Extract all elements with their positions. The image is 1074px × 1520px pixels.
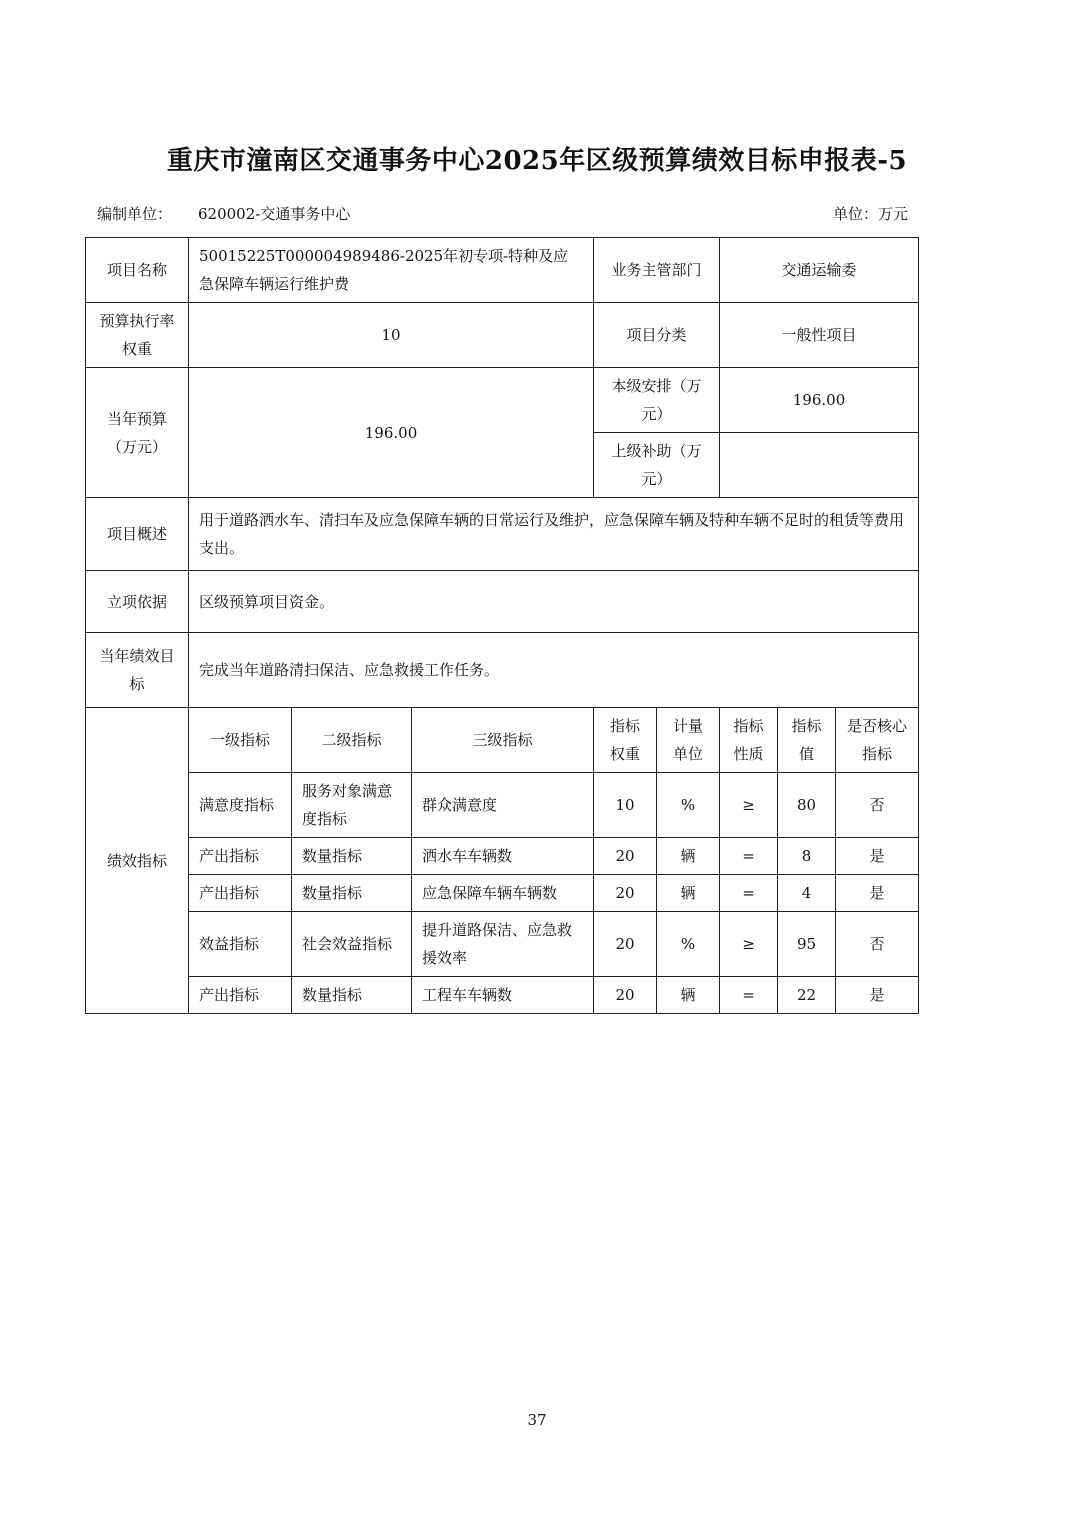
- indicator-l2: 服务对象满意度指标: [292, 773, 412, 838]
- indicator-nature: =: [720, 838, 778, 875]
- weight-label: 预算执行率权重: [86, 303, 189, 368]
- table-row: [86, 838, 919, 875]
- project-name-value: 50015225T000004989486-2025年初专项-特种及应急保障车辆运行维护费: [189, 238, 594, 303]
- indicator-unit: %: [657, 912, 720, 977]
- table-row: [86, 977, 919, 1014]
- header-unit: 计量单位: [657, 708, 720, 773]
- table-row: [86, 912, 919, 977]
- indicator-l3: 工程车车辆数: [412, 977, 594, 1014]
- indicator-value: 95: [778, 912, 836, 977]
- table-row: [86, 875, 919, 912]
- indicator-core: 是: [836, 838, 919, 875]
- header-l1: 一级指标: [189, 708, 292, 773]
- header-l2: 二级指标: [292, 708, 412, 773]
- indicator-nature: =: [720, 977, 778, 1014]
- goal-value: 完成当年道路清扫保洁、应急救援工作任务。: [189, 633, 919, 708]
- overview-label: 项目概述: [86, 498, 189, 571]
- dept-label: 业务主管部门: [594, 238, 720, 303]
- overview-value: 用于道路洒水车、清扫车及应急保障车辆的日常运行及维护，应急保障车辆及特种车辆不足时的租赁等费用支出。: [189, 498, 919, 571]
- indicator-core: 否: [836, 773, 919, 838]
- header-nature: 指标性质: [720, 708, 778, 773]
- indicator-unit: 辆: [657, 838, 720, 875]
- indicator-l3: 洒水车车辆数: [412, 838, 594, 875]
- category-value: 一般性项目: [720, 303, 919, 368]
- unit-value: 620002-交通事务中心: [198, 205, 351, 223]
- indicator-l1: 满意度指标: [189, 773, 292, 838]
- weight-value: 10: [189, 303, 594, 368]
- indicator-l2: 数量指标: [292, 875, 412, 912]
- indicator-weight: 20: [594, 912, 657, 977]
- indicator-l1: 产出指标: [189, 875, 292, 912]
- indicator-value: 22: [778, 977, 836, 1014]
- table-row: [86, 773, 919, 838]
- indicator-l3: 群众满意度: [412, 773, 594, 838]
- dept-value: 交通运输委: [720, 238, 919, 303]
- project-name-label: 项目名称: [86, 238, 189, 303]
- indicator-l2: 社会效益指标: [292, 912, 412, 977]
- indicator-core: 是: [836, 977, 919, 1014]
- page-title: 重庆市潼南区交通事务中心2025年区级预算绩效目标申报表-5: [166, 146, 908, 176]
- header-l3: 三级指标: [412, 708, 594, 773]
- budget-table: [85, 237, 919, 1014]
- budget-label: 当年预算（万元）: [86, 368, 189, 498]
- currency-note: 单位：万元: [832, 205, 908, 223]
- indicator-l1: 产出指标: [189, 977, 292, 1014]
- upper-value: [720, 433, 919, 498]
- indicator-weight: 20: [594, 875, 657, 912]
- indicator-l1: 效益指标: [189, 912, 292, 977]
- page-number: 37: [527, 1411, 547, 1429]
- indicator-weight: 20: [594, 977, 657, 1014]
- upper-label: 上级补助（万元）: [594, 433, 720, 498]
- indicator-weight: 20: [594, 838, 657, 875]
- indicator-l3: 应急保障车辆车辆数: [412, 875, 594, 912]
- indicator-l1: 产出指标: [189, 838, 292, 875]
- indicator-l2: 数量指标: [292, 977, 412, 1014]
- indicator-value: 8: [778, 838, 836, 875]
- indicator-unit: 辆: [657, 977, 720, 1014]
- header-core: 是否核心指标: [836, 708, 919, 773]
- indicator-weight: 10: [594, 773, 657, 838]
- indicator-value: 4: [778, 875, 836, 912]
- indicator-l2: 数量指标: [292, 838, 412, 875]
- indicator-value: 80: [778, 773, 836, 838]
- local-value: 196.00: [720, 368, 919, 433]
- budget-value: 196.00: [189, 368, 594, 498]
- indicator-unit: %: [657, 773, 720, 838]
- indicators-label: 绩效指标: [86, 708, 189, 1014]
- category-label: 项目分类: [594, 303, 720, 368]
- goal-label: 当年绩效目标: [86, 633, 189, 708]
- basis-value: 区级预算项目资金。: [189, 571, 919, 633]
- indicator-unit: 辆: [657, 875, 720, 912]
- indicator-nature: ≥: [720, 773, 778, 838]
- indicator-nature: =: [720, 875, 778, 912]
- indicator-nature: ≥: [720, 912, 778, 977]
- unit-label: 编制单位：: [97, 205, 173, 223]
- header-weight: 指标权重: [594, 708, 657, 773]
- indicator-core: 是: [836, 875, 919, 912]
- header-value: 指标值: [778, 708, 836, 773]
- basis-label: 立项依据: [86, 571, 189, 633]
- indicator-l3: 提升道路保洁、应急救援效率: [412, 912, 594, 977]
- indicator-core: 否: [836, 912, 919, 977]
- local-label: 本级安排（万元）: [594, 368, 720, 433]
